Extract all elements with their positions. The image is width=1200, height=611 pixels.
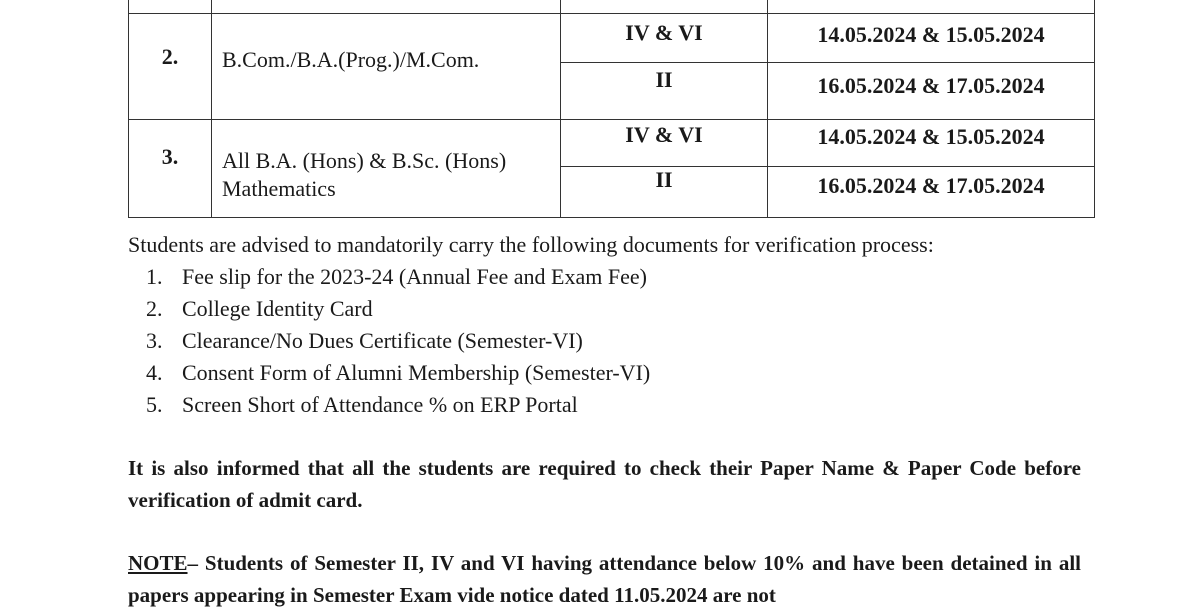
date-cell	[768, 120, 1095, 167]
list-item	[128, 389, 1128, 421]
documents-intro: Students are advised to mandatorily carry the following documents for verification process:	[128, 232, 934, 257]
table-row	[129, 120, 1095, 167]
semester-cell	[561, 120, 768, 167]
list-number: 4.	[146, 360, 163, 385]
list-text: College Identity Card	[182, 296, 373, 321]
verification-dates: 16.05.2024 & 17.05.2024	[817, 173, 1045, 198]
info-paragraph: It is also informed that all the students are required to check their Paper Name & Paper Code before verification of admit card.	[128, 456, 1081, 512]
sno-cell	[129, 14, 212, 120]
date-cell	[768, 14, 1095, 63]
table-row	[129, 14, 1095, 63]
course-cell	[212, 0, 561, 14]
note-label: NOTE	[128, 551, 188, 575]
course-name-line1: All B.A. (Hons) & B.Sc. (Hons)	[222, 148, 507, 173]
list-text: Clearance/No Dues Certificate (Semester-VI)	[182, 328, 583, 353]
course-name-line2: Mathematics	[222, 176, 336, 201]
note-paragraph	[128, 547, 1081, 611]
serial-number: 3.	[161, 144, 179, 169]
sno-cell	[129, 120, 212, 218]
documents-list	[128, 261, 1128, 421]
list-item	[128, 293, 1128, 325]
list-text: Screen Short of Attendance % on ERP Portal	[182, 392, 578, 417]
semester-cell	[561, 167, 768, 218]
semester-label: IV & VI	[625, 122, 703, 147]
documents-section	[128, 229, 1128, 421]
semester-cell	[561, 63, 768, 120]
verification-dates: 14.05.2024 & 15.05.2024	[817, 124, 1045, 149]
semester-label: II	[655, 167, 673, 192]
serial-number: 2.	[161, 44, 179, 69]
verification-dates: 16.05.2024 & 17.05.2024	[817, 73, 1045, 98]
table-row	[129, 0, 1095, 14]
verification-dates: 14.05.2024 & 15.05.2024	[817, 22, 1045, 47]
semester-label: II	[655, 67, 673, 92]
list-number: 3.	[146, 328, 163, 353]
sno-cell	[129, 0, 212, 14]
semester-cell	[561, 0, 768, 14]
list-item	[128, 261, 1128, 293]
list-text: Consent Form of Alumni Membership (Semester-VI)	[182, 360, 651, 385]
verification-schedule-table	[128, 0, 1095, 218]
date-cell	[768, 63, 1095, 120]
list-item	[128, 357, 1128, 389]
semester-cell	[561, 14, 768, 63]
semester-label: IV & VI	[625, 20, 703, 45]
note-text: – Students of Semester II, IV and VI having attendance below 10% and have been detained in all papers appearing in Semester Exam vide notice dated 11.05.2024 are not	[128, 551, 1081, 607]
date-cell	[768, 0, 1095, 14]
list-number: 1.	[146, 264, 163, 289]
list-number: 2.	[146, 296, 163, 321]
list-item	[128, 325, 1128, 357]
date-cell	[768, 167, 1095, 218]
course-cell	[212, 120, 561, 218]
course-cell	[212, 14, 561, 120]
course-name: B.Com./B.A.(Prog.)/M.Com.	[222, 47, 480, 72]
list-number: 5.	[146, 392, 163, 417]
list-text: Fee slip for the 2023-24 (Annual Fee and Exam Fee)	[182, 264, 647, 289]
